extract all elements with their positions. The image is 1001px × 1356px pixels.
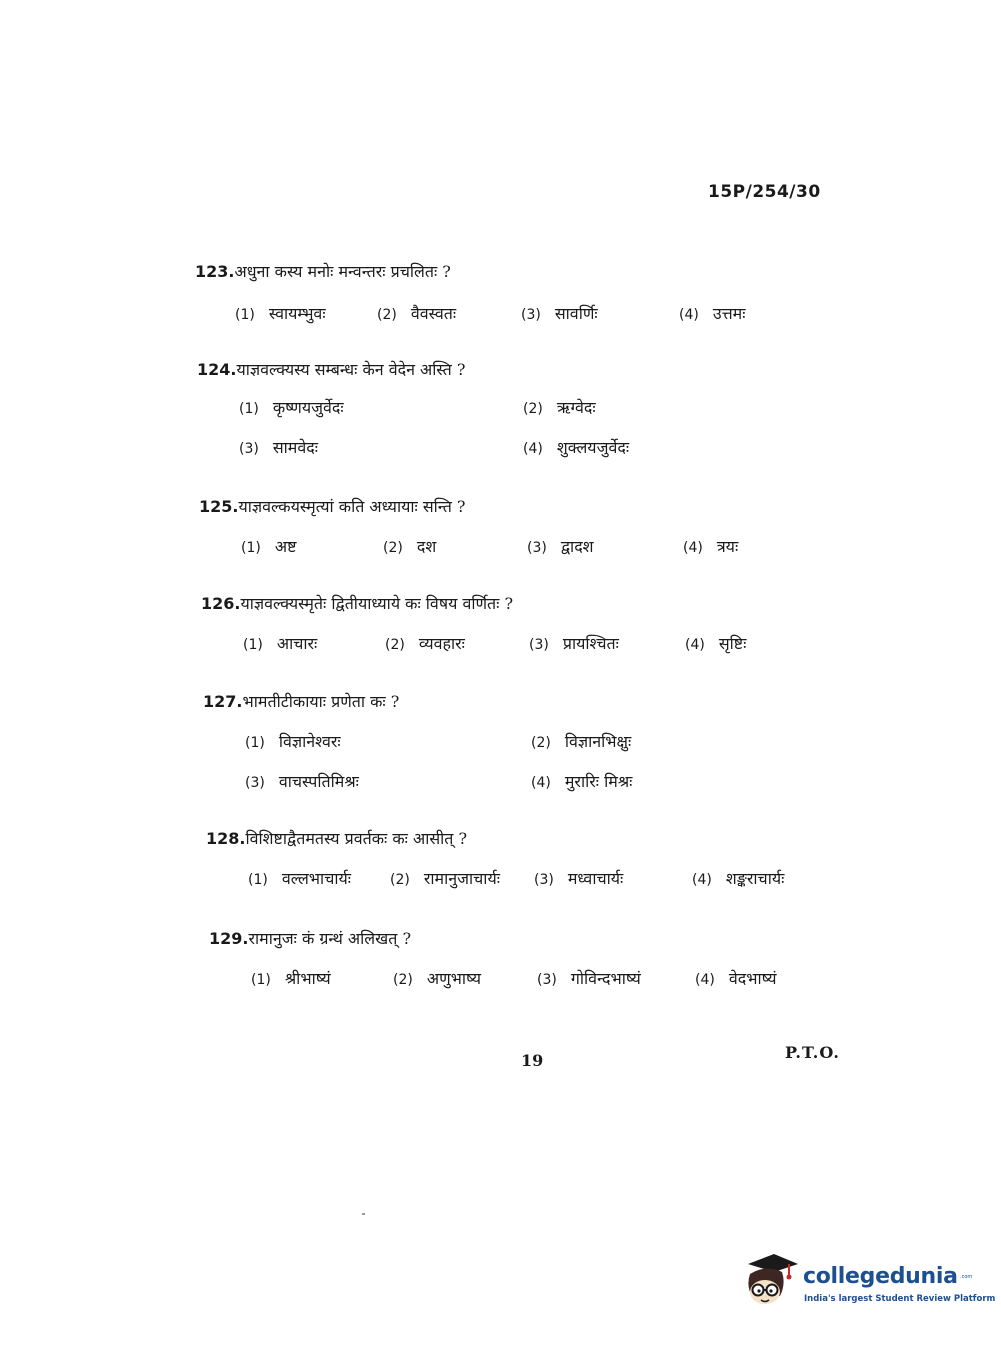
option-text: वैवस्वतः bbox=[410, 304, 457, 323]
option-text: शङ्कराचार्यः bbox=[725, 869, 785, 888]
logo-suffix: .com bbox=[960, 1274, 973, 1280]
option-text: प्रायश्चितः bbox=[562, 634, 619, 653]
options-row bbox=[245, 730, 632, 770]
option-text: श्रीभाष्यं bbox=[284, 969, 331, 988]
option-text: ऋग्वेदः bbox=[556, 398, 596, 417]
option-3: (3) मध्वाचार्यः bbox=[534, 869, 624, 888]
question-text: भामतीटीकायाः प्रणेता कः ? bbox=[242, 692, 400, 711]
options-row bbox=[243, 632, 747, 672]
question-text: याज्ञवल्क्यस्मृतेः द्वितीयाध्याये कः विषय वर्णितः ? bbox=[240, 594, 514, 613]
question-text: रामानुजः कं ग्रन्थं अलिखत् ? bbox=[248, 929, 412, 948]
option-3: (3) द्वादश bbox=[527, 537, 594, 556]
options-row bbox=[245, 770, 633, 810]
option-1: (1) अष्ट bbox=[241, 537, 297, 556]
pto-label: P.T.O. bbox=[785, 1043, 840, 1062]
question-124 bbox=[197, 358, 630, 476]
question-127 bbox=[203, 690, 633, 810]
option-2: (2) रामानुजाचार्यः bbox=[390, 869, 500, 888]
question-number: 128. bbox=[206, 829, 246, 848]
option-2: (2) ऋग्वेदः bbox=[523, 398, 596, 417]
option-4: (4) शुक्लयजुर्वेदः bbox=[523, 438, 630, 457]
question-number: 129. bbox=[209, 929, 249, 948]
options-row bbox=[239, 436, 630, 476]
logo-tagline: India's largest Student Review Platform bbox=[804, 1294, 996, 1304]
collegedunia-logo bbox=[740, 1250, 996, 1310]
option-1: (1) वल्लभाचार्यः bbox=[248, 869, 352, 888]
option-text: विज्ञानभिक्षुः bbox=[564, 732, 632, 751]
question-128 bbox=[206, 827, 785, 907]
option-2: (2) व्यवहारः bbox=[385, 634, 465, 653]
options-row bbox=[251, 967, 777, 1007]
option-4: (4) त्रयः bbox=[683, 537, 739, 556]
option-4: (4) मुरारिः मिश्रः bbox=[531, 772, 633, 791]
question-text: याज्ञवल्क्यस्य सम्बन्धः केन वेदेन अस्ति ? bbox=[236, 360, 466, 379]
option-text: शुक्लयजुर्वेदः bbox=[556, 438, 630, 457]
option-text: स्वायम्भुवः bbox=[268, 304, 326, 323]
option-1: (1) आचारः bbox=[243, 634, 318, 653]
option-text: सृष्टिः bbox=[718, 634, 747, 653]
options-row bbox=[241, 535, 739, 575]
question-125 bbox=[199, 495, 739, 575]
question-text: याज्ञवल्कयस्मृत्यां कति अध्यायाः सन्ति ? bbox=[238, 497, 466, 516]
question-129 bbox=[209, 927, 777, 1007]
page-number: 19 bbox=[521, 1051, 544, 1070]
option-text: आचारः bbox=[276, 634, 318, 653]
option-text: मुरारिः मिश्रः bbox=[564, 772, 633, 791]
logo-name: collegedunia bbox=[803, 1264, 958, 1289]
option-text: वल्लभाचार्यः bbox=[281, 869, 352, 888]
question-number: 127. bbox=[203, 692, 243, 711]
option-2: (2) दश bbox=[383, 537, 437, 556]
option-text: सावर्णिः bbox=[554, 304, 598, 323]
option-text: कृष्णयजुर्वेदः bbox=[272, 398, 344, 417]
option-4: (4) उत्तमः bbox=[679, 304, 746, 323]
option-1: (1) स्वायम्भुवः bbox=[235, 304, 326, 323]
option-3: (3) सामवेदः bbox=[239, 438, 318, 457]
question-123 bbox=[195, 260, 746, 342]
option-text: रामानुजाचार्यः bbox=[423, 869, 500, 888]
option-text: उत्तमः bbox=[712, 304, 746, 323]
option-text: वाचस्पतिमिश्रः bbox=[278, 772, 359, 791]
option-3: (3) प्रायश्चितः bbox=[529, 634, 619, 653]
option-4: (4) वेदभाष्यं bbox=[695, 969, 777, 988]
option-text: त्रयः bbox=[716, 537, 739, 556]
option-2: (2) अणुभाष्य bbox=[393, 969, 481, 988]
mascot-icon bbox=[740, 1250, 800, 1310]
option-2: (2) विज्ञानभिक्षुः bbox=[531, 732, 632, 751]
option-1: (1) विज्ञानेश्वरः bbox=[245, 732, 341, 751]
option-1: (1) कृष्णयजुर्वेदः bbox=[239, 398, 344, 417]
question-number: 126. bbox=[201, 594, 241, 613]
option-3: (3) सावर्णिः bbox=[521, 304, 598, 323]
options-row bbox=[235, 302, 746, 342]
option-text: गोविन्दभाष्यं bbox=[570, 969, 641, 988]
option-2: (2) वैवस्वतः bbox=[377, 304, 457, 323]
option-text: वेदभाष्यं bbox=[728, 969, 777, 988]
option-4: (4) शङ्कराचार्यः bbox=[692, 869, 785, 888]
question-number: 124. bbox=[197, 360, 237, 379]
question-number: 125. bbox=[199, 497, 239, 516]
paper-code: 15P/254/30 bbox=[708, 182, 821, 202]
option-text: अणुभाष्य bbox=[426, 969, 481, 988]
question-text: विशिष्टाद्वैतमतस्य प्रवर्तकः कः आसीत् ? bbox=[245, 829, 468, 848]
question-text: अधुना कस्य मनोः मन्वन्तरः प्रचलितः ? bbox=[234, 262, 451, 281]
option-1: (1) श्रीभाष्यं bbox=[251, 969, 331, 988]
option-text: अष्ट bbox=[274, 537, 297, 556]
option-3: (3) गोविन्दभाष्यं bbox=[537, 969, 641, 988]
option-text: व्यवहारः bbox=[418, 634, 465, 653]
option-text: सामवेदः bbox=[272, 438, 318, 457]
options-row bbox=[248, 867, 785, 907]
option-text: विज्ञानेश्वरः bbox=[278, 732, 341, 751]
option-3: (3) वाचस्पतिमिश्रः bbox=[245, 772, 359, 791]
option-text: द्वादश bbox=[560, 537, 594, 556]
options-row bbox=[239, 396, 596, 436]
option-text: दश bbox=[416, 537, 437, 556]
question-number: 123. bbox=[195, 262, 235, 281]
scan-speck bbox=[362, 1213, 365, 1215]
question-126 bbox=[201, 592, 747, 672]
option-text: मध्वाचार्यः bbox=[567, 869, 624, 888]
option-4: (4) सृष्टिः bbox=[685, 634, 747, 653]
